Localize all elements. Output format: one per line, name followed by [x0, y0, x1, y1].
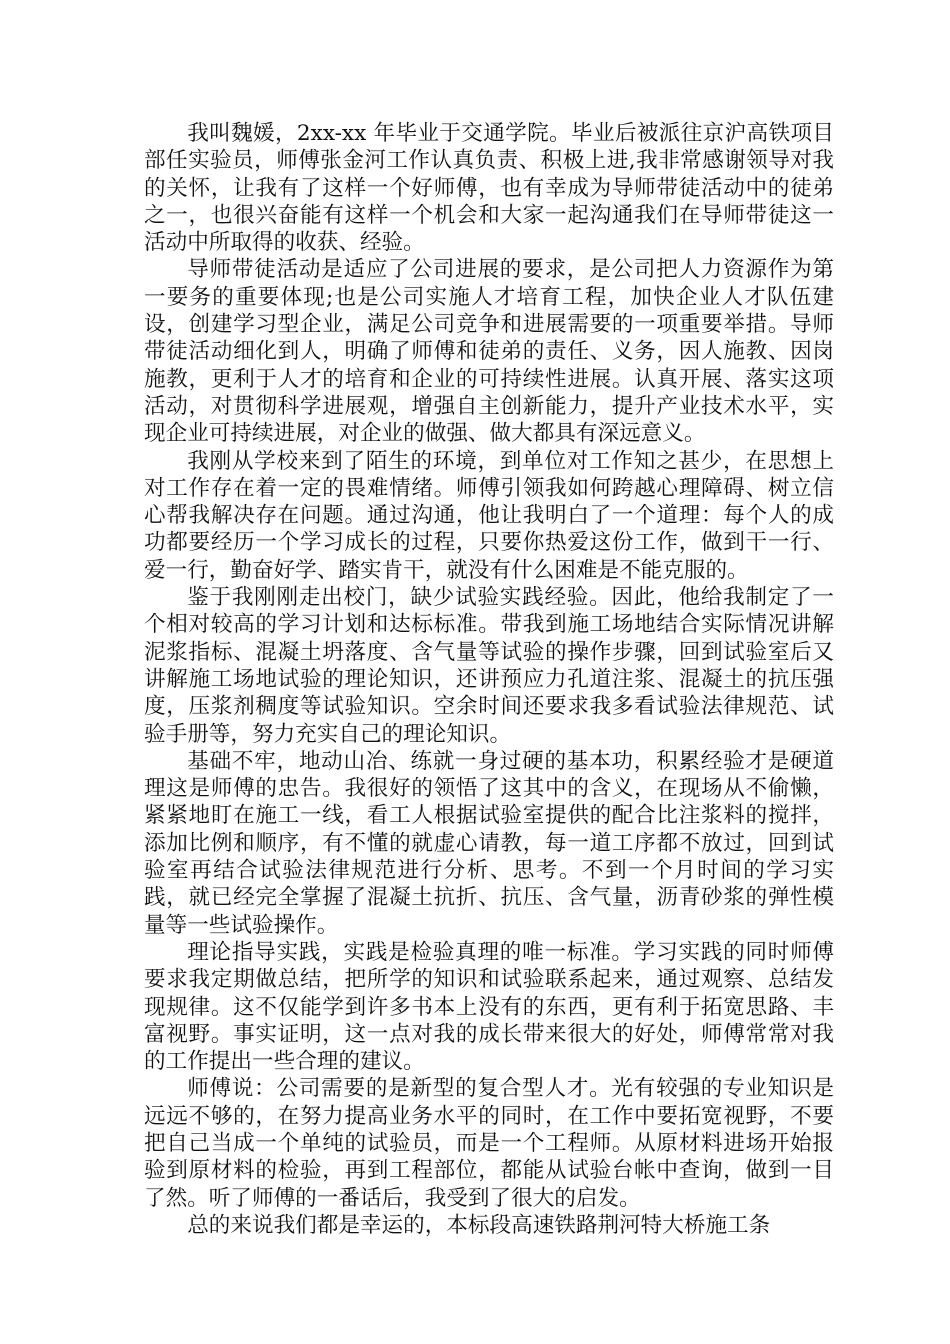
paragraph-5: 基础不牢，地动山冶、练就一身过硬的基本功，积累经验才是硬道理这是师傅的忠告。我很好的领悟了这其中的含义，在现场从不偷懒，紧紧地盯在施工一线，看工人根据试验室提供的配合比注浆料的搅拌，添加比例和顺序，有不懂的就虚心请教，每一道工序都不放过，回到试验室再结合试验法律规范进行分析、思考。不到一个月时间的学习实践，就已经完全掌握了混凝土抗折、抗压、含气量，沥青砂浆的弹性模量等一些试验操作。	[144, 748, 834, 938]
document-body	[144, 120, 834, 1239]
paragraph-3: 我刚从学校来到了陌生的环境，到单位对工作知之甚少，在思想上对工作存在着一定的畏难情绪。师傅引领我如何跨越心理障碍、树立信心帮我解决存在问题。通过沟通，他让我明白了一个道理：每个人的成功都要经历一个学习成长的过程，只要你热爱这份工作，做到干一行、爱一行，勤奋好学、踏实肯干，就没有什么困难是不能克服的。	[144, 448, 834, 583]
paragraph-4: 鉴于我刚刚走出校门，缺少试验实践经验。因此，他给我制定了一个相对较高的学习计划和达标标准。带我到施工场地结合实际情况讲解泥浆指标、混凝土坍落度、含气量等试验的操作步骤，回到试验室后又讲解施工场地试验的理论知识，还讲预应力孔道注浆、混凝土的抗压强度，压浆剂稠度等试验知识。空余时间还要求我多看试验法律规范、试验手册等，努力充实自己的理论知识。	[144, 585, 834, 747]
paragraph-6: 理论指导实践，实践是检验真理的唯一标准。学习实践的同时师傅要求我定期做总结，把所学的知识和试验联系起来，通过观察、总结发现规律。这不仅能学到许多书本上没有的东西，更有利于拓宽思路、丰富视野。事实证明，这一点对我的成长带来很大的好处，师傅常常对我的工作提出一些合理的建议。	[144, 939, 834, 1075]
paragraph-1: 我叫魏媛，2xx-xx 年毕业于交通学院。毕业后被派往京沪高铁项目部任实验员，师傅张金河工作认真负责、积极上进,我非常感谢领导对我的关怀，让我有了这样一个好师傅，也有幸成为导师带徒活动中的徒弟之一，也很兴奋能有这样一个机会和大家一起沟通我们在导师带徒这一活动中所取得的收获、经验。	[144, 121, 834, 256]
paragraph-7: 师傅说：公司需要的是新型的复合型人才。光有较强的专业知识是远远不够的，在努力提高业务水平的同时，在工作中要拓宽视野，不要把自己当成一个单纯的试验员，而是一个工程师。从原材料进场开始报验到原材料的检验，再到工程部位，都能从试验台帐中查询，做到一目了然。听了师傅的一番话后，我受到了很大的启发。	[144, 1076, 834, 1211]
paragraph-2: 导师带徒活动是适应了公司进展的要求，是公司把人力资源作为第一要务的重要体现;也是公司实施人才培育工程，加快企业人才队伍建设，创建学习型企业，满足公司竞争和进展需要的一项重要举措。导师带徒活动细化到人，明确了师傅和徒弟的责任、义务，因人施教、因岗施教，更利于人才的培育和企业的可持续性进展。认真开展、落实这项活动，对贯彻科学进展观，增强自主创新能力，提升产业技术水平，实现企业可持续进展，对企业的做强、做大都具有深远意义。	[144, 257, 834, 447]
paragraph-8: 总的来说我们都是幸运的，本标段高速铁路荆河特大桥施工条	[187, 1212, 771, 1238]
